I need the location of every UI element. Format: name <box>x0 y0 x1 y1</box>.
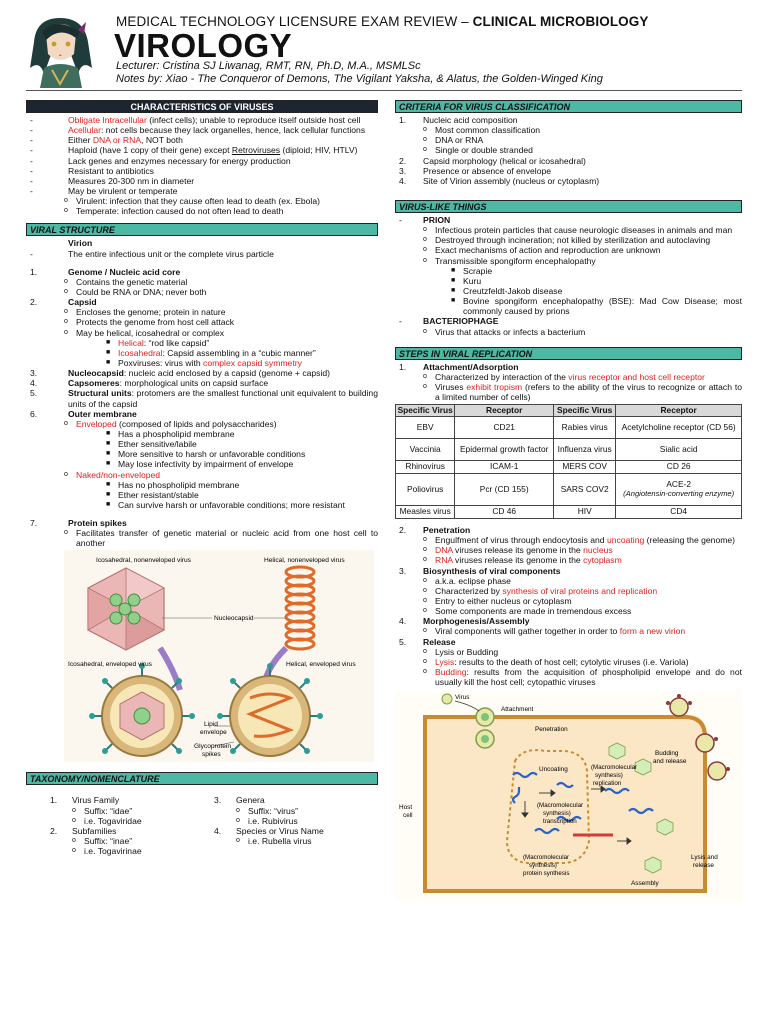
list-item: o Entry to either nucleus or cytoplasm <box>423 596 572 607</box>
list-item: o Single or double stranded <box>423 145 533 156</box>
list-item: - Measures 20-300 nm in diameter <box>30 175 195 186</box>
structure-list <box>26 238 378 548</box>
list-item: ■ Kuru <box>451 275 482 286</box>
label-helical-enveloped: Helical, enveloped virus <box>286 661 356 669</box>
page-header <box>0 0 768 96</box>
label-attachment: Attachment <box>501 706 534 714</box>
list-item: o DNA viruses release its genome in the nucleus <box>423 545 613 556</box>
list-item: ■ Creutzfeldt-Jakob disease <box>451 285 563 296</box>
table-cell: Rhinovirus <box>396 461 455 474</box>
label-and-release: and release <box>653 758 687 766</box>
table-cell: MERS COV <box>554 461 616 474</box>
list-item: o Most common classification <box>423 125 541 136</box>
list-item: ■ Poxviruses: virus with complex capsid symmetry <box>106 357 302 368</box>
label-budding: Budding <box>655 750 679 758</box>
characteristics-list <box>26 115 378 216</box>
list-item: ■ Ether resistant/stable <box>106 489 199 500</box>
list-item: ■ Icosahedral: Capsid assembling in a “cubic manner” <box>106 347 316 358</box>
receptor-note: (Angiotensin-converting enzyme) <box>623 489 735 499</box>
table-row <box>396 506 742 519</box>
steps-list-continued <box>395 525 742 687</box>
table-cell: SARS COV2 <box>554 474 616 506</box>
list-item: - Resistant to antibiotics <box>30 165 154 176</box>
label-host: Host <box>399 804 413 812</box>
table-header: Specific Virus <box>396 405 455 417</box>
list-item: o Naked/non-enveloped <box>64 469 161 480</box>
list-item: ■ Has a phospholipid membrane <box>106 428 235 439</box>
list-item: 4. Capsomeres: morphological units on capsid surface <box>30 378 269 389</box>
list-item: o Viruses exhibit tropism (refers to the ability of the virus to recognize or attach to a limited number of cells) <box>423 381 743 403</box>
list-item: ■ Bovine spongiform encephalopathy (BSE): Mad Cow Disease; most commonly caused by prions <box>451 296 742 317</box>
label-uncoating: Uncoating <box>539 766 568 774</box>
list-item: o i.e. Togaviridae <box>72 815 142 826</box>
notes-line: Notes by: Xiao - The Conqueror of Demons, The Vigilant Yaksha, & Alatus, the Golden-Winged King <box>116 73 603 85</box>
table-header: Specific Virus <box>554 405 616 417</box>
label-envelope: envelope <box>200 729 227 737</box>
label-mm-replication-3: replication <box>593 780 622 788</box>
list-item: - Either DNA or RNA, NOT both <box>30 135 183 146</box>
virion-label: Virion <box>68 238 93 249</box>
list-item: 5. Structural units: protomers are the smallest functional unit equivalent to building units of the capsid <box>30 388 378 409</box>
table-cell: CD21 <box>455 417 554 439</box>
list-item: - The entire infectious unit or the complete virus particle <box>30 248 274 259</box>
receptor-name: ACE-2 <box>666 479 691 490</box>
table-cell: ICAM-1 <box>455 461 554 474</box>
list-item: o Contains the genetic material <box>64 276 188 287</box>
list-item: 2. Capsid morphology (helical or icosahedral) <box>399 155 586 166</box>
list-item: o Destroyed through incineration; not killed by sterilization and autoclaving <box>423 235 711 246</box>
table-row <box>396 474 742 506</box>
left-column <box>26 100 378 856</box>
list-item: - Acellular: not cells because they lack organelles, hence, lack cellular functions <box>30 125 366 136</box>
list-item: o i.e. Rubivirus <box>236 815 298 826</box>
list-item: 3. Genera <box>214 795 265 806</box>
section-criteria-heading: CRITERIA FOR VIRUS CLASSIFICATION <box>395 100 742 113</box>
label-virus: Virus <box>455 694 470 702</box>
replication-diagram <box>395 691 742 901</box>
table-cell: CD 46 <box>455 506 554 519</box>
label-mm-replication-1: (Macromolecular <box>591 764 638 772</box>
list-item: o Characterized by interaction of the virus receptor and host cell receptor <box>423 371 705 382</box>
list-item: ■ Helical: “rod like capsid” <box>106 337 210 348</box>
list-item: o Exact mechanisms of action and reproduction are unknown <box>423 245 661 256</box>
list-item: - Haploid (have 1 copy of their gene) except Retroviruses (diploid; HIV, HTLV) <box>30 145 358 156</box>
table-header-row <box>396 405 742 417</box>
list-item: 1. Nucleic acid composition <box>399 115 518 125</box>
table-cell: Measles virus <box>396 506 455 519</box>
list-item: 1. Virus Family <box>50 795 120 806</box>
label-mm-protein-2: synthesis) <box>529 862 557 870</box>
table-header: Receptor <box>455 405 554 417</box>
label-mm-transcription-1: (Macromolecular <box>537 802 584 810</box>
list-item: o Virus that attacks or infects a bacterium <box>423 326 586 337</box>
course-line: MEDICAL TECHNOLOGY LICENSURE EXAM REVIEW – CLINICAL MICROBIOLOGY <box>116 14 649 29</box>
list-item: - Obligate Intracellular (infect cells); unable to reproduce itself outside host cell <box>30 115 361 125</box>
table-cell: CD4 <box>616 506 742 519</box>
label-icosahedral-enveloped: Icosahedral, enveloped virus <box>68 661 152 669</box>
label-mm-protein-3: protein synthesis <box>523 870 570 878</box>
steps-list <box>395 362 742 403</box>
list-item: o DNA or RNA <box>423 135 484 146</box>
table-cell: Poliovirus <box>396 474 455 506</box>
list-item: o Engulfment of virus through endocytosis and uncoating (releasing the genome) <box>423 535 736 546</box>
list-item: o Transmissible spongiform encephalopathy <box>423 255 596 266</box>
table-cell: CD 26 <box>616 461 742 474</box>
section-structure-heading: VIRAL STRUCTURE <box>26 223 378 236</box>
list-item: 5. Release <box>399 636 456 647</box>
section-taxonomy-heading: TAXONOMY/NOMENCLATURE <box>26 772 378 785</box>
label-glycoprotein: Glycoprotein <box>194 743 232 751</box>
taxonomy-col-2 <box>194 795 362 856</box>
list-item: 7. Protein spikes <box>30 518 127 529</box>
replication-figure <box>395 691 742 901</box>
table-cell: Rabies virus <box>554 417 616 439</box>
criteria-list <box>395 115 742 186</box>
list-item: ■ More sensitive to harsh or unfavorable conditions <box>106 449 306 460</box>
list-item: o Protects the genome from host cell attack <box>64 317 235 328</box>
table-cell: Vaccinia <box>396 439 455 461</box>
table-cell: HIV <box>554 506 616 519</box>
character-avatar-icon <box>26 12 96 88</box>
receptor-table <box>395 404 742 519</box>
label-penetration: Penetration <box>535 726 568 734</box>
vlt-list <box>395 215 742 337</box>
table-cell <box>616 474 742 506</box>
section-vlt-heading: VIRUS-LIKE THINGS <box>395 200 742 213</box>
list-item: 2. Subfamilies <box>50 825 117 836</box>
section-characteristics-heading: CHARACTERISTICS OF VIRUSES <box>26 100 378 113</box>
list-item: 1. Attachment/Adsorption <box>399 361 519 372</box>
list-item: 4. Morphogenesis/Assembly <box>399 616 530 627</box>
list-item: - May be virulent or temperate <box>30 185 178 196</box>
label-lysis-release: release <box>693 862 714 870</box>
label-mm-replication-2: synthesis) <box>595 772 623 780</box>
header-divider <box>26 90 742 91</box>
list-item: o Virulent: infection that they cause often lead to death (ex. Ebola) <box>64 196 320 207</box>
table-cell: Acetylcholine receptor (CD 56) <box>616 417 742 439</box>
list-item: o May be helical, icosahedral or complex <box>64 327 225 338</box>
list-item: o i.e. Rubella virus <box>236 836 312 847</box>
list-item: 2. Penetration <box>399 525 471 536</box>
section-steps-heading: STEPS IN VIRAL REPLICATION <box>395 347 742 360</box>
table-cell: EBV <box>396 417 455 439</box>
list-item: o Suffix: “virus” <box>236 805 298 816</box>
label-mm-transcription-3: transcription <box>543 818 577 826</box>
list-item: - PRION <box>399 214 451 225</box>
label-assembly: Assembly <box>631 880 659 888</box>
list-item: o RNA viruses release its genome in the cytoplasm <box>423 555 622 566</box>
list-item: 3. Nucleocapsid: nucleic acid enclosed by a capsid (genome + capsid) <box>30 368 331 379</box>
list-item: ■ May lose infectivity by impairment of envelope <box>106 459 294 470</box>
list-item: o Infectious protein particles that cause neurologic diseases in animals and man <box>423 225 733 236</box>
table-header: Receptor <box>616 405 742 417</box>
table-row <box>396 417 742 439</box>
list-item: o Encloses the genome; protein in nature <box>64 307 226 318</box>
page-title: VIROLOGY <box>114 27 293 64</box>
list-item: o Enveloped (composed of lipids and polysaccharides) <box>64 418 277 429</box>
label-cell: cell <box>403 812 413 820</box>
label-lipid: Lipid <box>204 721 218 729</box>
table-row <box>396 439 742 461</box>
table-cell: Pcr (CD 155) <box>455 474 554 506</box>
list-item: - BACTERIOPHAGE <box>399 316 499 327</box>
label-helical-nonenveloped: Helical, nonenveloped virus <box>264 557 345 565</box>
list-item: o Some components are made in tremendous excess <box>423 606 632 617</box>
list-item: 3. Biosynthesis of viral components <box>399 565 561 576</box>
list-item: o Suffix: “inae” <box>72 836 133 847</box>
list-item: o Viral components will gather together in order to form a new virion <box>423 626 686 637</box>
list-item: 4. Site of Virion assembly (nucleus or cytoplasm) <box>399 175 600 186</box>
list-item: o Suffix: “idae” <box>72 805 133 816</box>
list-item: ■ Can survive harsh or unfavorable conditions; more resistant <box>106 499 345 510</box>
virus-structure-figure <box>64 550 374 762</box>
list-item: o Could be RNA or DNA; never both <box>64 286 207 297</box>
label-spikes: spikes <box>202 751 221 759</box>
list-item: ■ Has no phospholipid membrane <box>106 479 240 490</box>
list-item: o Facilitates transfer of genetic material or nucleic acid from one host cell to another <box>64 528 378 549</box>
list-item: ■ Ether sensitive/labile <box>106 439 197 450</box>
table-cell: Influenza virus <box>554 439 616 461</box>
table-cell: Epidermal growth factor <box>455 439 554 461</box>
list-item: o Lysis or Budding <box>423 646 499 657</box>
list-item: ■ Scrapie <box>451 265 493 276</box>
list-item: o Characterized by synthesis of viral proteins and replication <box>423 585 658 596</box>
label-nucleocapsid: Nucleocapsid <box>214 615 254 623</box>
list-item: - Lack genes and enzymes necessary for energy production <box>30 155 291 166</box>
right-column <box>395 100 742 901</box>
list-item: o i.e. Togavirinae <box>72 846 142 857</box>
list-item: 4. Species or Virus Name <box>214 825 324 836</box>
list-item: 1. Genome / Nucleic acid core <box>30 266 181 277</box>
list-item: o a.k.a. eclipse phase <box>423 575 511 586</box>
table-row <box>396 461 742 474</box>
list-item: 6. Outer membrane <box>30 408 137 419</box>
table-cell: Sialic acid <box>616 439 742 461</box>
taxonomy-list <box>26 795 378 856</box>
label-icosahedral-nonenveloped: Icosahedral, nonenveloped virus <box>96 557 191 565</box>
list-item: o Lysis: results to the death of host cell; cytolytic viruses (i.e. Variola) <box>423 656 689 667</box>
list-item: 2. Capsid <box>30 297 97 308</box>
label-mm-protein-1: (Macromolecular <box>523 854 570 862</box>
list-item: o Temperate: infection caused do not often lead to death <box>64 206 284 217</box>
taxonomy-col-1 <box>26 795 194 856</box>
list-item: o Budding: results from the acquisition of phospholipid envelope and do not usually kill the host cell; cytopathic viruses <box>423 667 742 688</box>
virus-structure-diagram <box>64 550 374 762</box>
list-item: 3. Presence or absence of envelope <box>399 165 552 176</box>
lecturer-line: Lecturer: Cristina SJ Liwanag, RMT, RN, Ph.D, M.A., MSMLSc <box>116 60 421 72</box>
label-lysis-and: Lysis and <box>691 854 718 862</box>
label-mm-transcription-2: synthesis) <box>543 810 571 818</box>
